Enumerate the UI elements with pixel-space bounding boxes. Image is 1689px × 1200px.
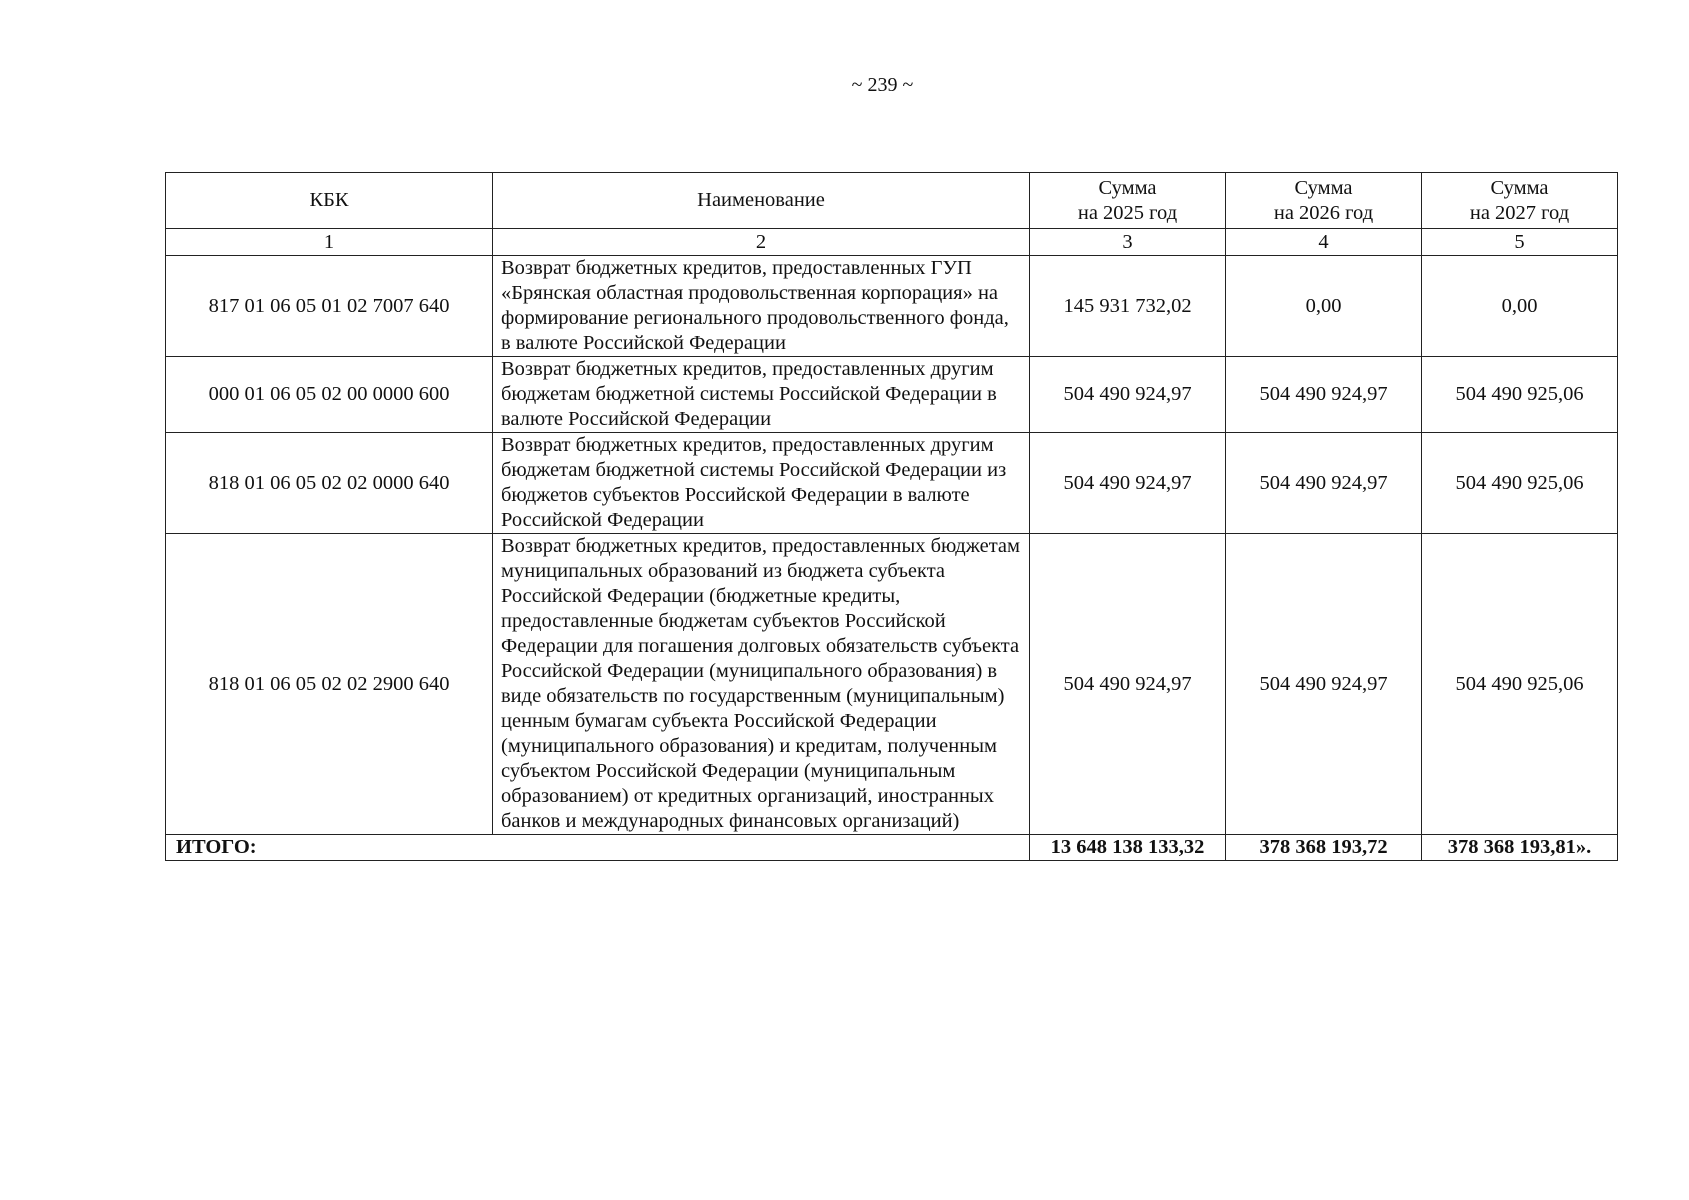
header-sum-2027 [1422, 173, 1618, 229]
total-row [166, 835, 1618, 861]
total-sum-2025: 13 648 138 133,32 [1030, 835, 1226, 861]
budget-table [165, 172, 1618, 861]
kbk-cell: 818 01 06 05 02 02 0000 640 [166, 433, 493, 534]
header-kbk: КБК [166, 173, 493, 229]
table-row [166, 357, 1618, 433]
header-sum-2025-line2: на 2025 год [1077, 201, 1178, 224]
column-number: 4 [1226, 229, 1422, 256]
sum-2026-cell: 504 490 924,97 [1226, 433, 1422, 534]
sum-2026-cell: 0,00 [1226, 256, 1422, 357]
sum-2027-cell: 504 490 925,06 [1422, 534, 1618, 835]
name-cell: Возврат бюджетных кредитов, предоставленных другим бюджетам бюджетной системы Российской Федерации из бюджетов субъектов Российской Федерации в валюте Российской Федерации [493, 433, 1030, 534]
sum-2027-cell: 504 490 925,06 [1422, 357, 1618, 433]
header-sum-2025 [1030, 173, 1226, 229]
name-cell: Возврат бюджетных кредитов, предоставленных ГУП «Брянская областная продовольственная корпорация» на формирование регионального продовольственного фонда, в валюте Российской Федерации [493, 256, 1030, 357]
total-sum-2026: 378 368 193,72 [1226, 835, 1422, 861]
table-row [166, 534, 1618, 835]
sum-2026-cell: 504 490 924,97 [1226, 357, 1422, 433]
sum-2025-cell: 504 490 924,97 [1030, 433, 1226, 534]
page-number: ~ 239 ~ [851, 74, 914, 96]
header-sum-2026-line2: на 2026 год [1273, 201, 1374, 224]
column-number: 3 [1030, 229, 1226, 256]
column-number: 1 [166, 229, 493, 256]
kbk-cell: 000 01 06 05 02 00 0000 600 [166, 357, 493, 433]
kbk-cell: 818 01 06 05 02 02 2900 640 [166, 534, 493, 835]
header-sum-2026 [1226, 173, 1422, 229]
column-number-row [166, 229, 1618, 256]
name-cell: Возврат бюджетных кредитов, предоставленных бюджетам муниципальных образований из бюджета субъекта Российской Федерации (бюджетные кредиты, предоставленные бюджетам субъектов Российской Федерации для погашения долговых обязательств субъекта Российской Федерации (муниципального образования) в виде обязательств по государственным (муниципальным) ценным бумагам субъекта Российской Федерации (муниципального образования) и кредитам, полученным субъектом Российской Федерации (муниципальным образованием) от кредитных организаций, иностранных банков и международных финансовых организаций) [493, 534, 1030, 835]
sum-2025-cell: 145 931 732,02 [1030, 256, 1226, 357]
header-sum-2027-line2: на 2027 год [1469, 201, 1570, 224]
sum-2025-cell: 504 490 924,97 [1030, 534, 1226, 835]
header-sum-2027-line1: Сумма [1490, 176, 1549, 199]
sum-2027-cell: 504 490 925,06 [1422, 433, 1618, 534]
sum-2027-cell: 0,00 [1422, 256, 1618, 357]
column-number: 2 [493, 229, 1030, 256]
header-sum-2026-line1: Сумма [1294, 176, 1353, 199]
table-row [166, 256, 1618, 357]
name-cell: Возврат бюджетных кредитов, предоставленных другим бюджетам бюджетной системы Российской Федерации в валюте Российской Федерации [493, 357, 1030, 433]
table-row [166, 433, 1618, 534]
sum-2025-cell: 504 490 924,97 [1030, 357, 1226, 433]
header-sum-2025-line1: Сумма [1098, 176, 1157, 199]
sum-2026-cell: 504 490 924,97 [1226, 534, 1422, 835]
total-sum-2027: 378 368 193,81». [1422, 835, 1618, 861]
total-label: ИТОГО: [166, 835, 1030, 861]
header-name: Наименование [493, 173, 1030, 229]
column-number: 5 [1422, 229, 1618, 256]
kbk-cell: 817 01 06 05 01 02 7007 640 [166, 256, 493, 357]
table-header-row [166, 173, 1618, 229]
